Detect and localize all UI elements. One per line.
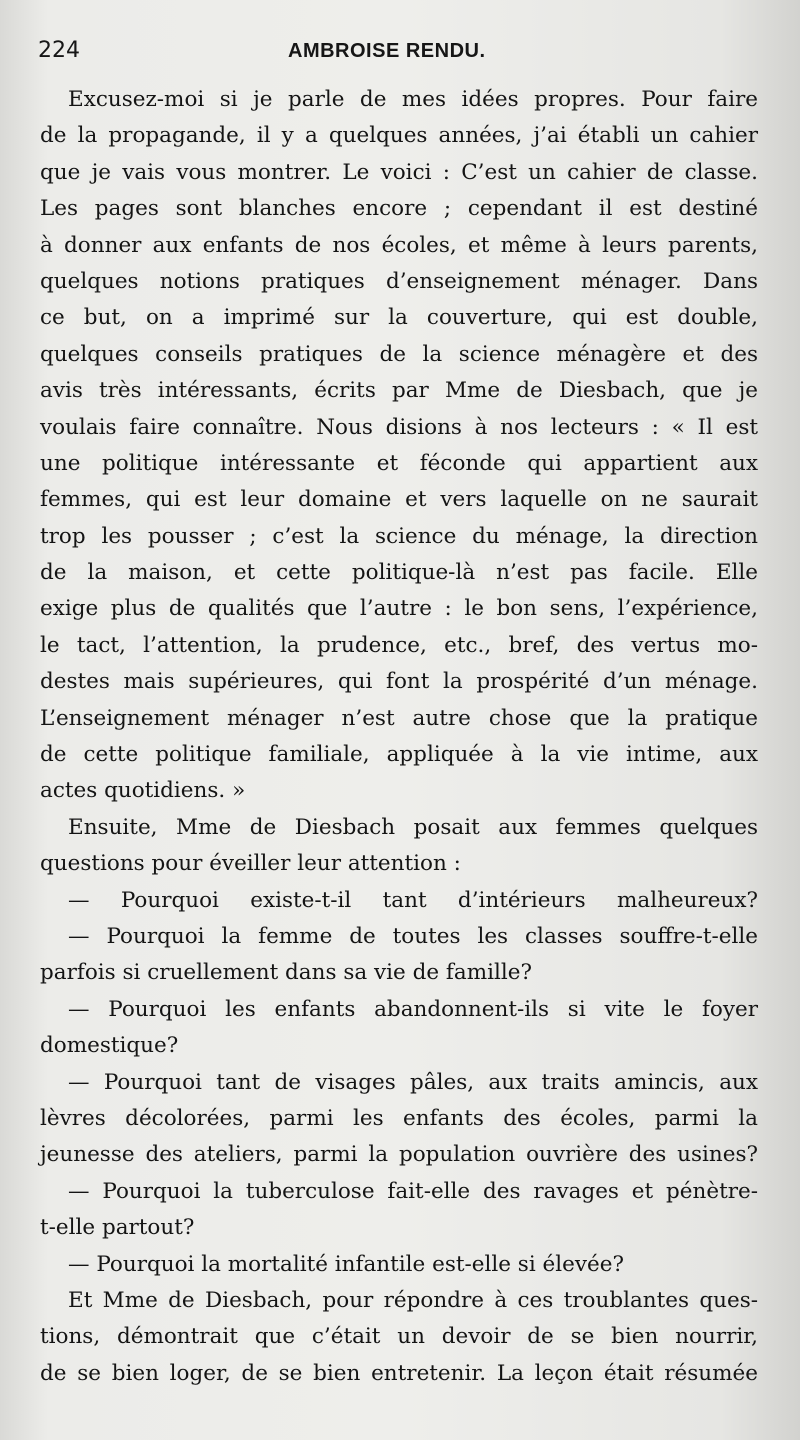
text-line: — Pourquoi la mortalité infantile est-elle si élevée? [68, 1251, 624, 1277]
text-line: quelques notions pratiques d’enseignement ménager. Dans [40, 268, 758, 294]
text-line: questions pour éveiller leur attention : [40, 851, 461, 877]
text-line: jeunesse des ateliers, parmi la population ouvrière des usines? [40, 1142, 758, 1168]
text-line: trop les pousser ; c’est la science du ménage, la direction [40, 523, 758, 549]
text-line: lèvres décolorées, parmi les enfants des écoles, parmi la [40, 1105, 758, 1131]
text-line: de se bien loger, de se bien entretenir. La leçon était résumée [40, 1360, 758, 1386]
page-header [38, 38, 760, 72]
text-line: destes mais supérieures, qui font la prospérité d’un ménage. [40, 669, 758, 695]
text-line: — Pourquoi tant de visages pâles, aux traits amincis, aux [68, 1069, 758, 1095]
body-text [40, 82, 758, 1392]
text-line: de cette politique familiale, appliquée à la vie intime, aux [40, 742, 758, 768]
text-line: L’enseignement ménager n’est autre chose que la pratique [40, 705, 758, 731]
text-line: t-elle partout? [40, 1215, 195, 1241]
text-line: parfois si cruellement dans sa vie de famille? [40, 960, 532, 986]
text-line: avis très intéressants, écrits par Mme de Diesbach, que je [40, 378, 758, 404]
text-line: ce but, on a imprimé sur la couverture, qui est double, [40, 305, 758, 331]
text-line: — Pourquoi existe-t-il tant d’intérieurs malheureux? [68, 887, 758, 913]
text-line: à donner aux enfants de nos écoles, et même à leurs parents, [40, 232, 758, 258]
text-line: Ensuite, Mme de Diesbach posait aux femmes quelques [68, 814, 758, 840]
text-line: — Pourquoi les enfants abandonnent-ils si vite le foyer [68, 996, 758, 1022]
text-line: — Pourquoi la femme de toutes les classes souffre-t-elle [68, 923, 758, 949]
page-number: 224 [38, 38, 80, 63]
text-line: domestique? [40, 1033, 179, 1059]
text-line: femmes, qui est leur domaine et vers laquelle on ne saurait [40, 487, 758, 513]
running-head: AMBROISE RENDU. [288, 40, 486, 62]
text-line: Et Mme de Diesbach, pour répondre à ces troublantes ques- [68, 1287, 758, 1313]
text-line: une politique intéressante et féconde qui appartient aux [40, 450, 758, 476]
text-line: Les pages sont blanches encore ; cependant il est destiné [40, 196, 758, 222]
text-line: exige plus de qualités que l’autre : le bon sens, l’expérience, [40, 596, 758, 622]
text-line: actes quotidiens. » [40, 778, 246, 804]
text-line: de la maison, et cette politique-là n’est pas facile. Elle [40, 560, 758, 586]
text-line: de la propagande, il y a quelques années, j’ai établi un cahier [40, 123, 758, 149]
text-line: Excusez-moi si je parle de mes idées propres. Pour faire [68, 87, 758, 112]
text-line: quelques conseils pratiques de la science ménagère et des [40, 341, 758, 367]
text-line: que je vais vous montrer. Le voici : C’est un cahier de classe. [40, 159, 758, 185]
text-line: voulais faire connaître. Nous disions à nos lecteurs : « Il est [40, 414, 758, 440]
text-line: — Pourquoi la tuberculose fait-elle des ravages et pénètre- [68, 1178, 758, 1204]
text-line: tions, démontrait que c’était un devoir de se bien nourrir, [40, 1324, 758, 1350]
text-line: le tact, l’attention, la prudence, etc., bref, des vertus mo- [40, 632, 758, 658]
